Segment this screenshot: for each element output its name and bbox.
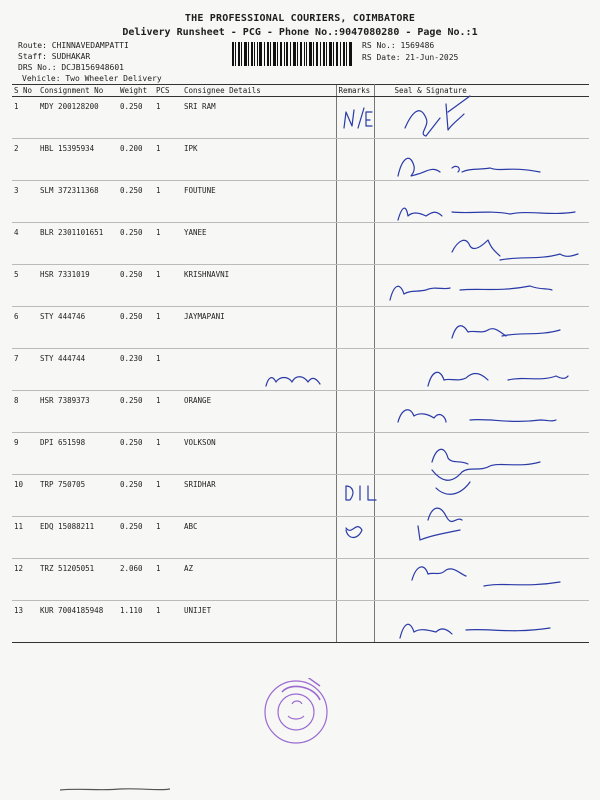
cell-signature <box>374 517 589 559</box>
table-row <box>12 349 589 391</box>
cell-consignee: ORANGE <box>182 391 336 433</box>
cell-pcs: 1 <box>154 181 182 223</box>
cell-pcs: 1 <box>154 391 182 433</box>
cell-remarks <box>336 349 374 391</box>
table-row <box>12 559 589 601</box>
cell-remarks <box>336 601 374 643</box>
cell-weight: 2.060 <box>118 559 154 601</box>
cell-sno: 4 <box>12 223 38 265</box>
cell-weight: 0.250 <box>118 223 154 265</box>
cell-signature <box>374 139 589 181</box>
cell-consignee: YANEE <box>182 223 336 265</box>
cell-sno: 12 <box>12 559 38 601</box>
cell-consignment: STY 444746 <box>38 307 118 349</box>
table-row <box>12 97 589 139</box>
rs-date: RS Date: 21-Jun-2025 <box>362 53 459 62</box>
table-header-row <box>12 85 589 97</box>
cell-pcs: 1 <box>154 475 182 517</box>
cell-remarks <box>336 433 374 475</box>
table-row <box>12 601 589 643</box>
cell-sno: 9 <box>12 433 38 475</box>
cell-pcs: 1 <box>154 265 182 307</box>
column-header-pcs: PCS <box>154 85 182 97</box>
route-details <box>18 40 162 84</box>
cell-weight: 0.250 <box>118 475 154 517</box>
cell-consignment: TRP 750705 <box>38 475 118 517</box>
cell-sno: 6 <box>12 307 38 349</box>
cell-pcs: 1 <box>154 223 182 265</box>
column-header-sno: S No <box>12 85 38 97</box>
cell-pcs: 1 <box>154 307 182 349</box>
cell-signature <box>374 307 589 349</box>
cell-signature <box>374 97 589 139</box>
table-row <box>12 433 589 475</box>
runsheet-title: Delivery Runsheet - PCG - Phone No.:9047080280 - Page No.:1 <box>122 27 478 38</box>
cell-remarks <box>336 475 374 517</box>
cell-pcs: 1 <box>154 517 182 559</box>
cell-remarks <box>336 97 374 139</box>
cell-consignment: MDY 200128200 <box>38 97 118 139</box>
cell-consignment: HSR 7331019 <box>38 265 118 307</box>
rs-number: RS No.: 1569486 <box>362 41 435 50</box>
cell-pcs: 1 <box>154 601 182 643</box>
column-header-weight: Weight <box>118 85 154 97</box>
cell-consignee: IPK <box>182 139 336 181</box>
cell-remarks <box>336 265 374 307</box>
cell-signature <box>374 433 589 475</box>
cell-consignment: TRZ 51205051 <box>38 559 118 601</box>
cell-signature <box>374 223 589 265</box>
table-row <box>12 475 589 517</box>
table-row <box>12 307 589 349</box>
cell-sno: 2 <box>12 139 38 181</box>
cell-consignment: DPI 651598 <box>38 433 118 475</box>
cell-weight: 0.250 <box>118 265 154 307</box>
table-row <box>12 139 589 181</box>
cell-consignment: KUR 7004185948 <box>38 601 118 643</box>
cell-weight: 0.200 <box>118 139 154 181</box>
cell-signature <box>374 265 589 307</box>
cell-signature <box>374 391 589 433</box>
footer-mark <box>60 786 170 792</box>
cell-sno: 8 <box>12 391 38 433</box>
runsheet-meta <box>362 40 458 64</box>
cell-remarks <box>336 559 374 601</box>
table-row <box>12 223 589 265</box>
cell-remarks <box>336 181 374 223</box>
cell-weight: 0.250 <box>118 181 154 223</box>
cell-sno: 13 <box>12 601 38 643</box>
column-header-consignment: Consignment No <box>38 85 118 97</box>
cell-sno: 7 <box>12 349 38 391</box>
column-header-consignee: Consignee Details <box>182 85 336 97</box>
cell-sno: 11 <box>12 517 38 559</box>
cell-consignment: HSR 7389373 <box>38 391 118 433</box>
vehicle-text: Vehicle: Two Wheeler Delivery <box>22 74 162 83</box>
cell-consignee: VOLKSON <box>182 433 336 475</box>
cell-consignee <box>182 349 336 391</box>
cell-remarks <box>336 223 374 265</box>
cell-pcs: 1 <box>154 349 182 391</box>
cell-weight: 1.110 <box>118 601 154 643</box>
cell-consignment: SLM 372311368 <box>38 181 118 223</box>
cell-signature <box>374 181 589 223</box>
route-text: Route: CHINNAVEDAMPATTI <box>18 41 129 50</box>
cell-signature <box>374 475 589 517</box>
company-stamp <box>262 678 330 746</box>
table-row <box>12 265 589 307</box>
cell-consignment: EDQ 15088211 <box>38 517 118 559</box>
cell-sno: 3 <box>12 181 38 223</box>
cell-pcs: 1 <box>154 139 182 181</box>
cell-pcs: 1 <box>154 97 182 139</box>
table-row <box>12 181 589 223</box>
cell-remarks <box>336 307 374 349</box>
cell-consignee: JAYMAPANI <box>182 307 336 349</box>
cell-consignee: UNIJET <box>182 601 336 643</box>
cell-signature <box>374 601 589 643</box>
runsheet-table <box>12 84 589 643</box>
table-row <box>12 391 589 433</box>
cell-consignee: KRISHNAVNI <box>182 265 336 307</box>
cell-remarks <box>336 139 374 181</box>
cell-consignee: FOUTUNE <box>182 181 336 223</box>
cell-signature <box>374 349 589 391</box>
cell-consignee: AZ <box>182 559 336 601</box>
cell-remarks <box>336 391 374 433</box>
runsheet-header <box>0 0 600 90</box>
cell-weight: 0.250 <box>118 307 154 349</box>
cell-pcs: 1 <box>154 559 182 601</box>
cell-consignee: SRI RAM <box>182 97 336 139</box>
drs-number: DRS No.: DCJB156948601 <box>18 63 124 72</box>
cell-sno: 5 <box>12 265 38 307</box>
cell-consignment: STY 444744 <box>38 349 118 391</box>
cell-signature <box>374 559 589 601</box>
barcode-image <box>232 42 352 66</box>
column-header-remarks: Remarks <box>336 85 374 97</box>
staff-text: Staff: SUDHAKAR <box>18 52 91 61</box>
cell-sno: 10 <box>12 475 38 517</box>
column-header-signature: Seal & Signature <box>374 85 589 97</box>
cell-consignment: HBL 15395934 <box>38 139 118 181</box>
cell-pcs: 1 <box>154 433 182 475</box>
cell-consignee: SRIDHAR <box>182 475 336 517</box>
cell-weight: 0.250 <box>118 517 154 559</box>
cell-weight: 0.250 <box>118 433 154 475</box>
cell-consignee: ABC <box>182 517 336 559</box>
cell-weight: 0.230 <box>118 349 154 391</box>
cell-sno: 1 <box>12 97 38 139</box>
cell-weight: 0.250 <box>118 97 154 139</box>
table-row <box>12 517 589 559</box>
company-name: THE PROFESSIONAL COURIERS, COIMBATORE <box>184 13 416 24</box>
cell-consignment: BLR 2301101651 <box>38 223 118 265</box>
cell-remarks <box>336 517 374 559</box>
cell-weight: 0.250 <box>118 391 154 433</box>
